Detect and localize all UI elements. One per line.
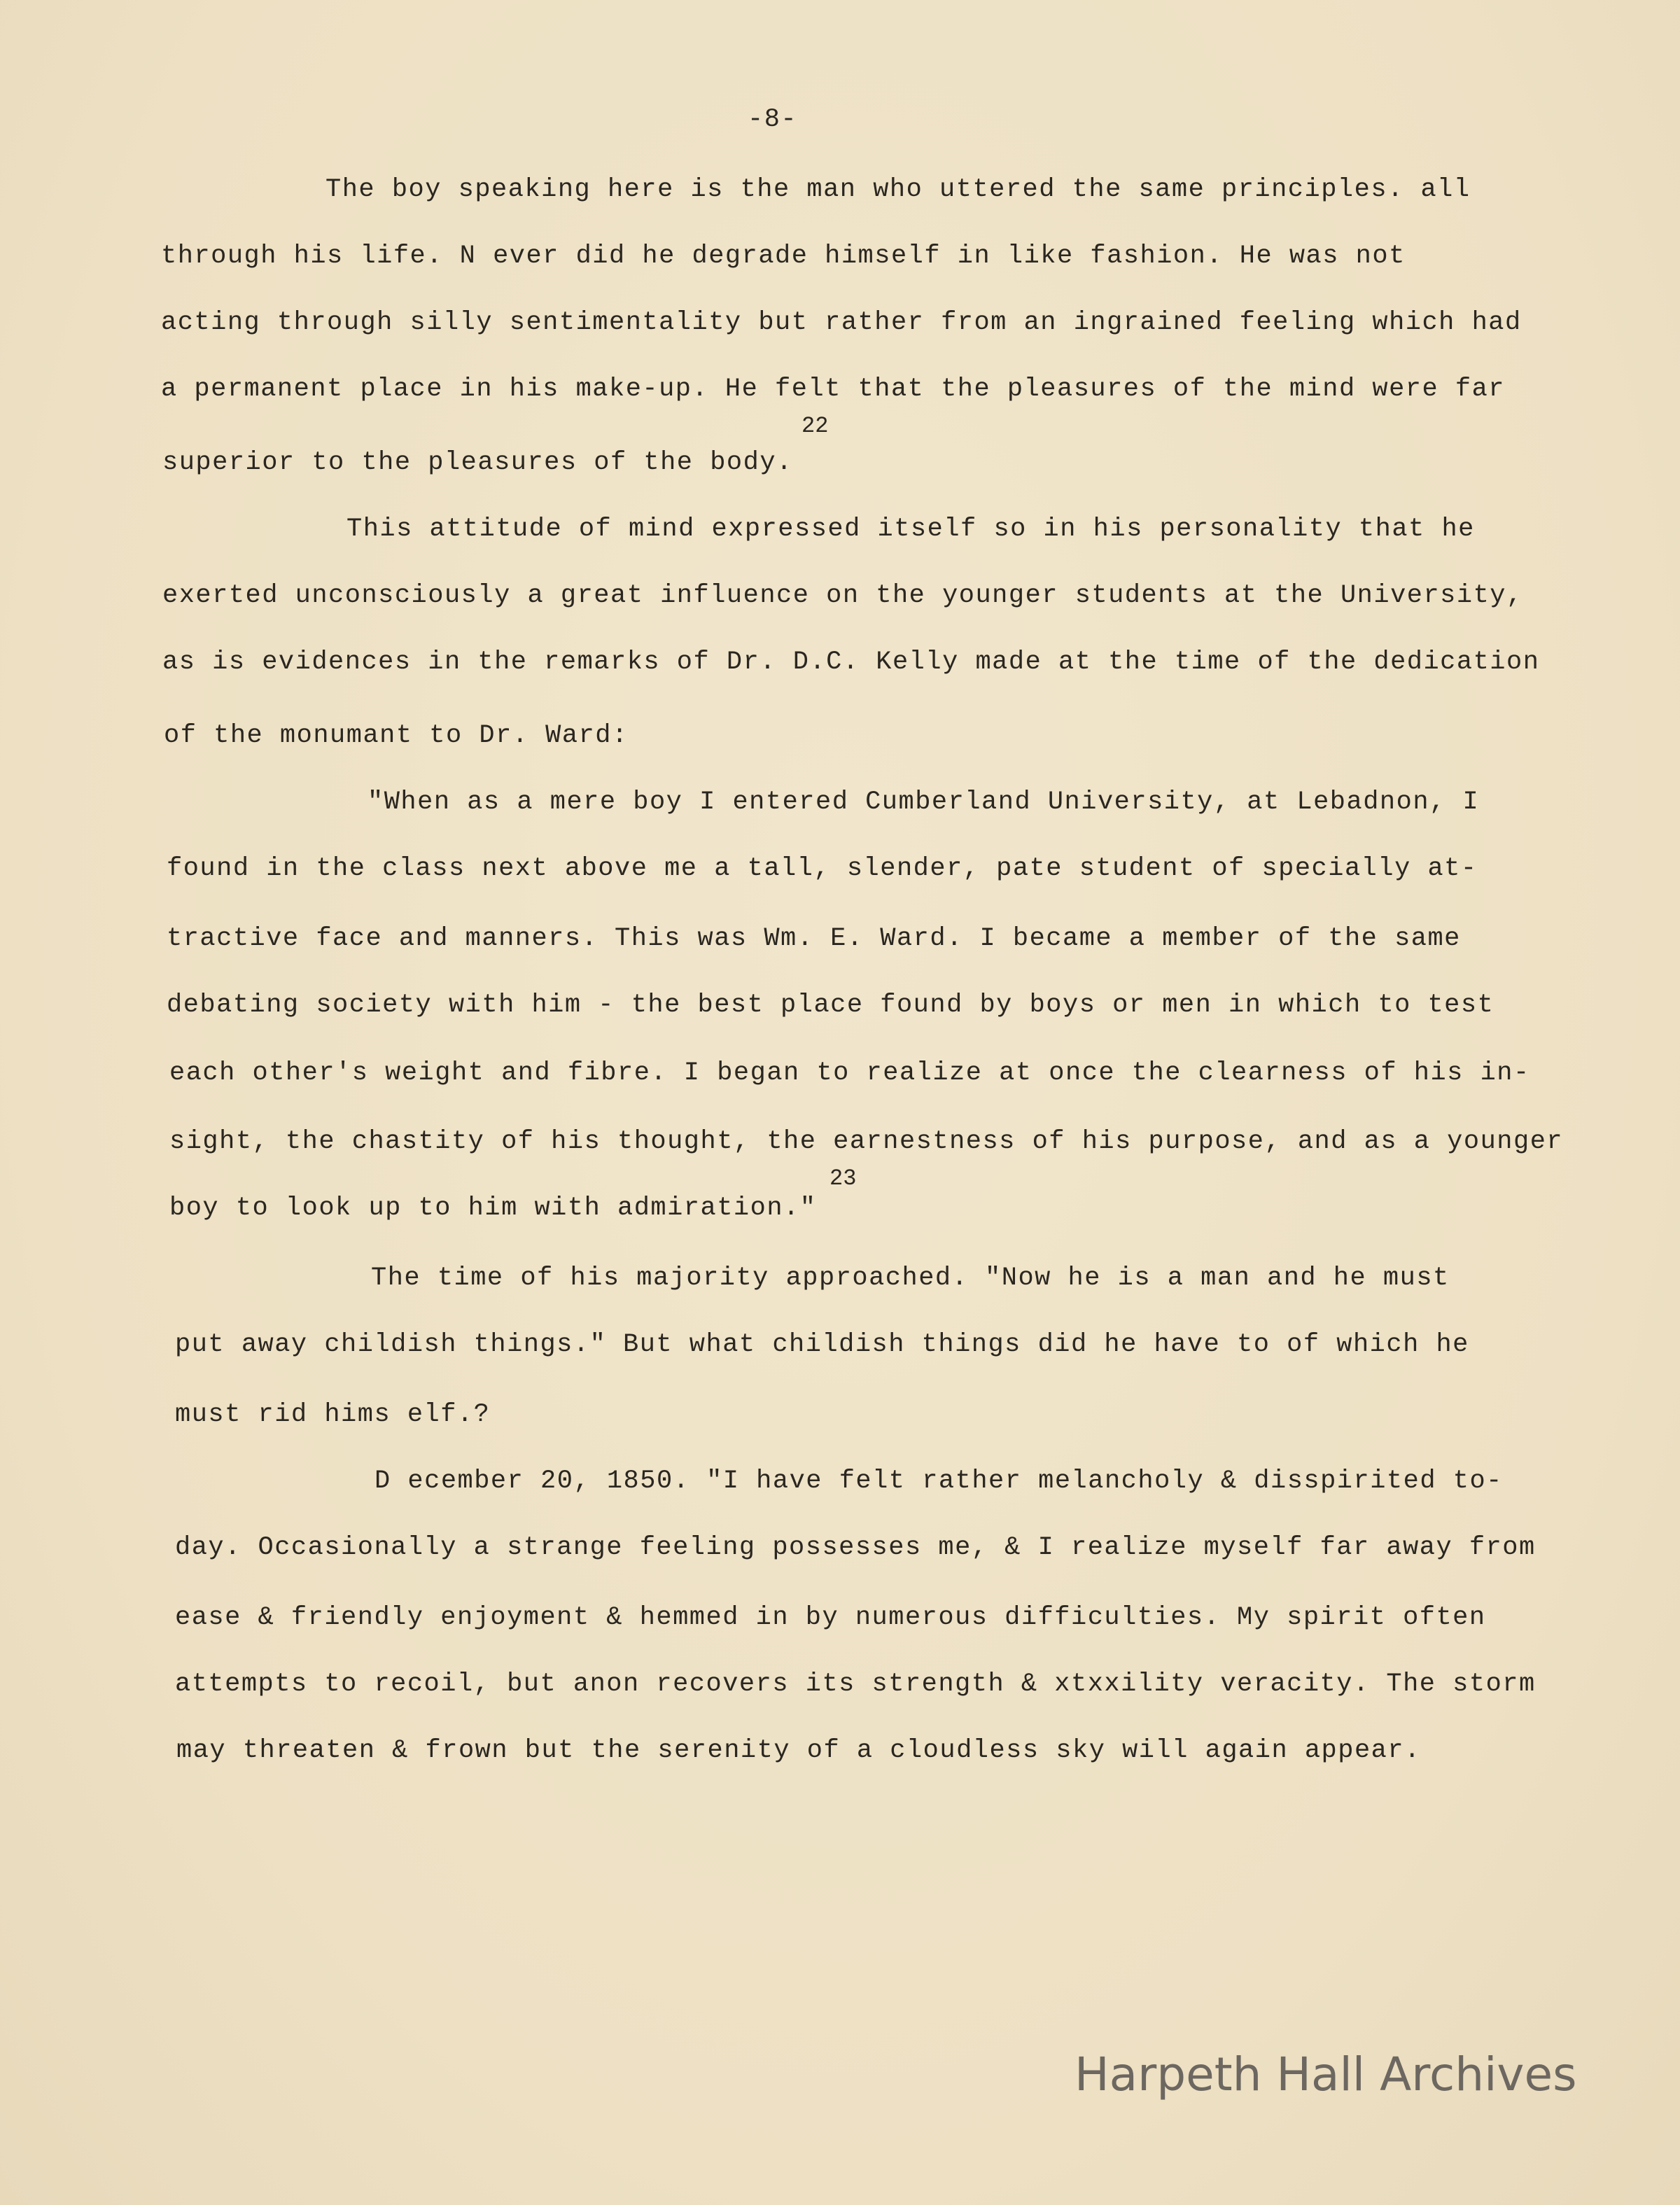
archive-watermark: Harpeth Hall Archives bbox=[1074, 2047, 1577, 2101]
text-line: boy to look up to him with admiration." bbox=[169, 1194, 817, 1223]
text-line: tractive face and manners. This was Wm. E. Ward. I became a member of the same bbox=[167, 924, 1461, 953]
text-line: The boy speaking here is the man who uttered the same principles. all bbox=[326, 175, 1471, 204]
text-line: found in the class next above me a tall, slender, pate student of specially at- bbox=[167, 854, 1478, 883]
page-number: -8- bbox=[748, 105, 798, 134]
footnote-marker-22: 22 bbox=[802, 413, 829, 439]
text-line: attempts to recoil, but anon recovers its strength & xtxxility veracity. The storm bbox=[175, 1670, 1536, 1699]
text-line: each other's weight and fibre. I began to realize at once the clearness of his in- bbox=[169, 1058, 1530, 1088]
text-line: ease & friendly enjoyment & hemmed in by numerous difficulties. My spirit often bbox=[175, 1603, 1486, 1632]
text-line: exerted unconsciously a great influence on the younger students at the University, bbox=[162, 581, 1523, 610]
text-line: acting through silly sentimentality but rather from an ingrained feeling which had bbox=[161, 308, 1522, 337]
text-line: This attitude of mind expressed itself so in his personality that he bbox=[346, 514, 1475, 544]
text-line: put away childish things." But what childish things did he have to of which he bbox=[175, 1330, 1469, 1359]
text-line: sight, the chastity of his thought, the earnestness of his purpose, and as a younger bbox=[169, 1127, 1564, 1156]
text-line: a permanent place in his make-up. He felt that the pleasures of the mind were far bbox=[161, 374, 1505, 404]
text-line: of the monumant to Dr. Ward: bbox=[164, 721, 629, 750]
text-line: may threaten & frown but the serenity of a cloudless sky will again appear. bbox=[176, 1736, 1421, 1765]
text-line: debating society with him - the best place found by boys or men in which to test bbox=[167, 990, 1494, 1020]
text-line: as is evidences in the remarks of Dr. D.C. Kelly made at the time of the dedication bbox=[162, 648, 1540, 677]
text-line: D ecember 20, 1850. "I have felt rather melancholy & disspirited to- bbox=[374, 1466, 1503, 1496]
text-line: "When as a mere boy I entered Cumberland University, at Lebadnon, I bbox=[368, 788, 1480, 817]
text-line: The time of his majority approached. "Now he is a man and he must bbox=[371, 1264, 1450, 1293]
text-line: day. Occasionally a strange feeling possesses me, & I realize myself far away from bbox=[175, 1533, 1536, 1562]
text-line: must rid hims elf.? bbox=[175, 1400, 491, 1429]
text-line: through his life. N ever did he degrade himself in like fashion. He was not bbox=[161, 241, 1406, 271]
text-line: superior to the pleasures of the body. bbox=[162, 448, 793, 477]
footnote-marker-23: 23 bbox=[830, 1166, 857, 1191]
